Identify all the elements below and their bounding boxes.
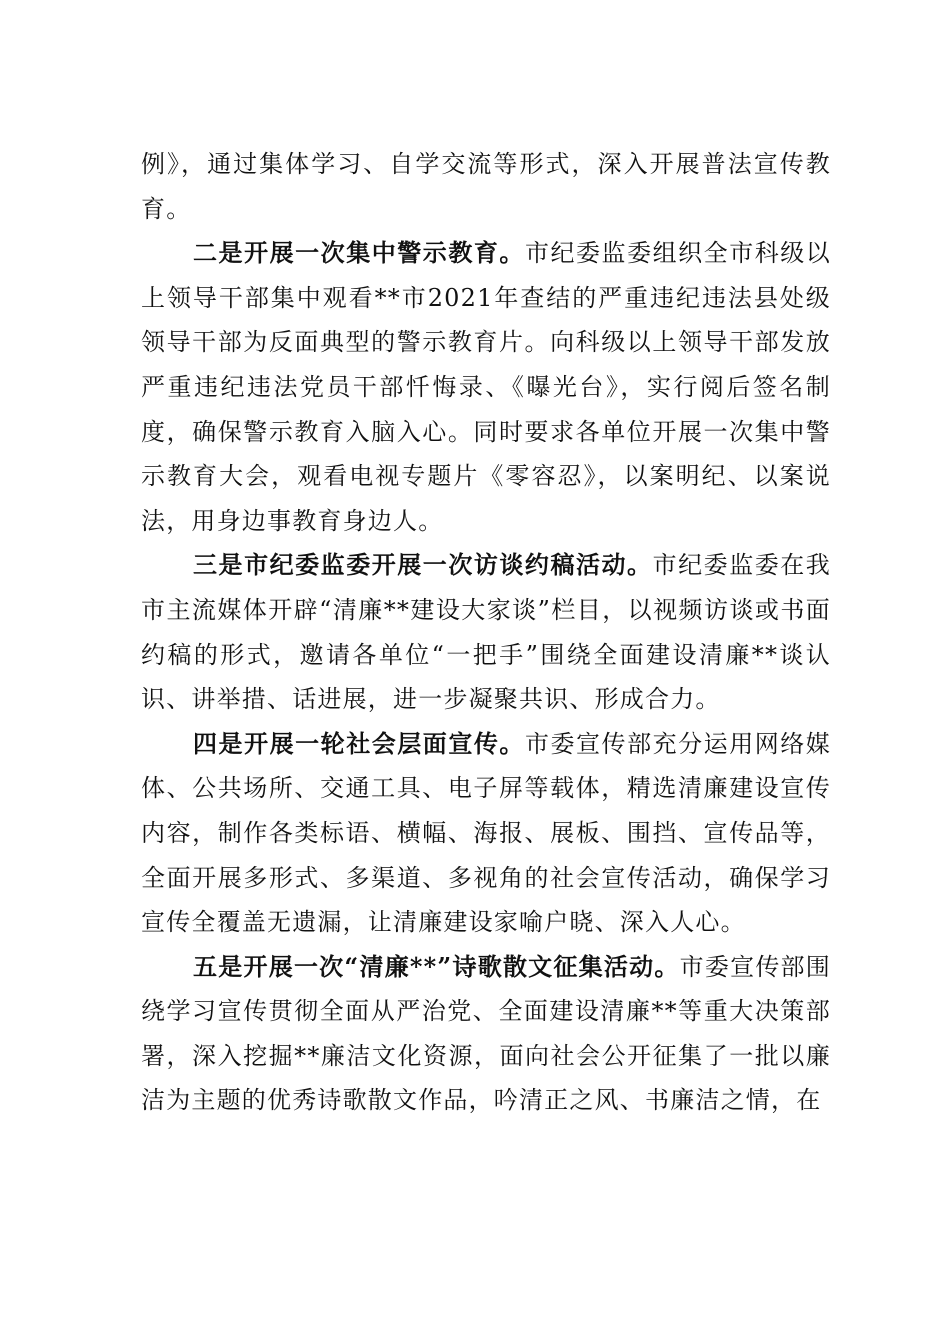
paragraph-body: 市委宣传部围绕学习宣传贯彻全面从严治党、全面建设清廉**等重大决策部署，深入挖掘**廉洁文化资源，面向社会公开征集了一批以廉洁为主题的优秀诗歌散文作品，吟清正之风、书廉洁之情，在 [141,952,831,1115]
paragraph-body: 市纪委监委组织全市科级以上领导干部集中观看**市2021年查结的严重违纪违法县处级领导干部为反面典型的警示教育片。向科级以上领导干部发放严重违纪违法党员干部忏悔录、《曝光台》，实行阅后签名制度，确保警示教育入脑入心。同时要求各单位开展一次集中警示教育大会，观看电视专题片《零容忍》，以案明纪、以案说法，用身边事教育身边人。 [141,239,831,535]
document-page [141,142,831,1123]
paragraph-lead: 五是开展一次“清廉**”诗歌散文征集活动。 [193,951,680,981]
paragraph-lead: 三是市纪委监委开展一次访谈约稿活动。 [193,550,653,580]
paragraph-social-publicity [141,722,831,945]
paragraph-body: 例》，通过集体学习、自学交流等形式，深入开展普法宣传教育。 [141,150,831,223]
paragraph-lead: 二是开展一次集中警示教育。 [193,238,525,268]
paragraph-warning-education [141,231,831,543]
paragraph-poetry-collection [141,945,831,1123]
paragraph-interview-activity [141,543,831,721]
paragraph-continuation [141,142,831,231]
paragraph-lead: 四是开展一轮社会层面宣传。 [193,728,525,758]
paragraph-body: 市纪委监委在我市主流媒体开辟“清廉**建设大家谈”栏目，以视频访谈或书面约稿的形式，邀请各单位“一把手”围绕全面建设清廉**谈认识、讲举措、话进展，进一步凝聚共识、形成合力。 [141,551,831,714]
paragraph-body: 市委宣传部充分运用网络媒体、公共场所、交通工具、电子屏等载体，精选清廉建设宣传内容，制作各类标语、横幅、海报、展板、围挡、宣传品等，全面开展多形式、多渠道、多视角的社会宣传活动，确保学习宣传全覆盖无遗漏，让清廉建设家喻户晓、深入人心。 [141,729,831,937]
